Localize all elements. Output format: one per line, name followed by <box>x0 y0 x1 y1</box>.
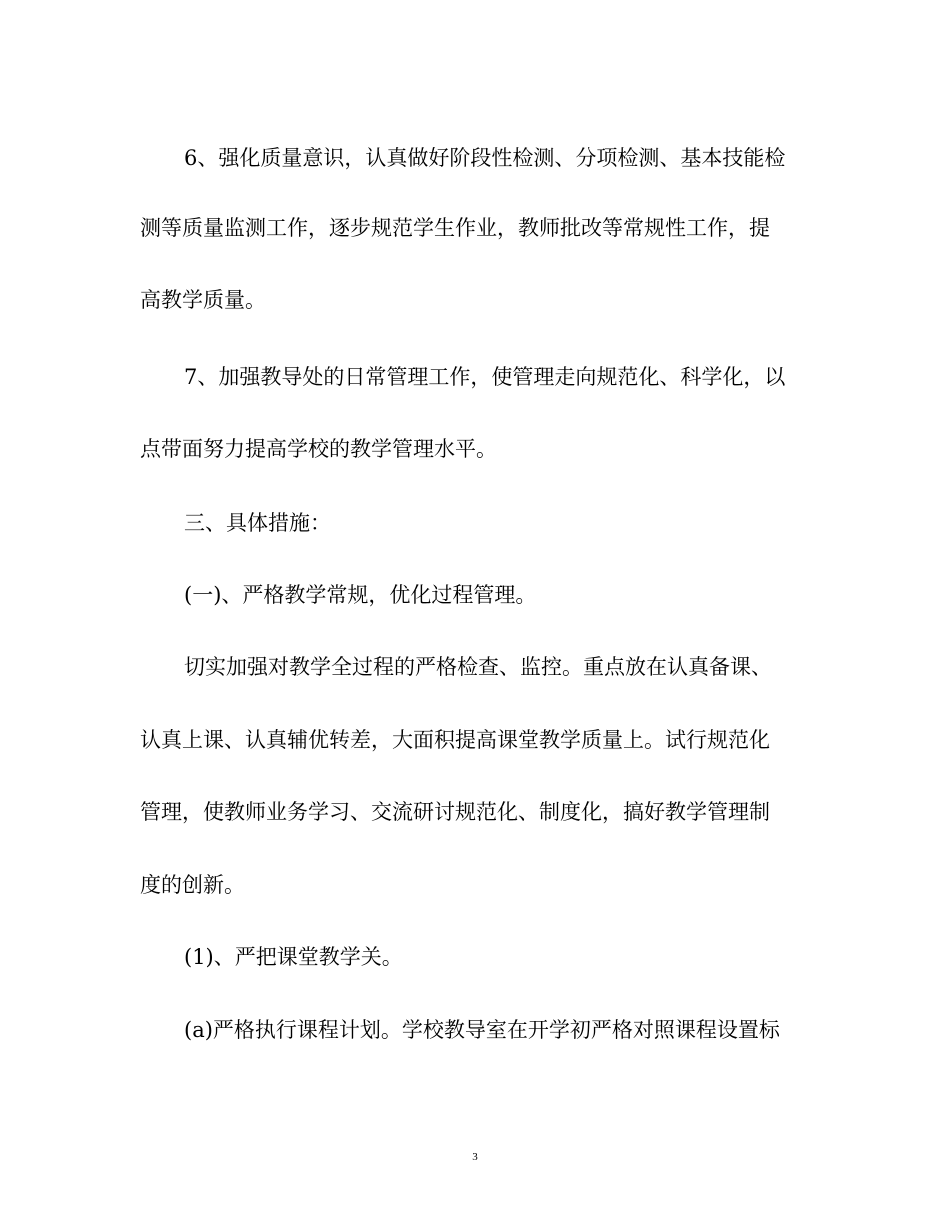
paragraph-line: 切实加强对教学全过程的严格检查、监控。重点放在认真备课、 <box>184 655 772 679</box>
paragraph-line: 测等质量监测工作，逐步规范学生作业，教师批改等常规性工作，提 <box>140 216 770 240</box>
page-number: 3 <box>472 1151 478 1163</box>
list-item-heading: (1)、严把课堂教学关。 <box>184 945 403 969</box>
paragraph-line: 认真上课、认真辅优转差，大面积提高课堂教学质量上。试行规范化 <box>140 728 770 752</box>
paragraph-line: 管理，使教师业务学习、交流研讨规范化、制度化，搞好教学管理制 <box>140 800 770 824</box>
paragraph-line: 6、强化质量意识，认真做好阶段性检测、分项检测、基本技能检 <box>184 146 786 170</box>
paragraph-line: 高教学质量。 <box>140 288 266 312</box>
paragraph-line: 点带面努力提高学校的教学管理水平。 <box>140 437 497 461</box>
paragraph-line: (a)严格执行课程计划。学校教导室在开学初严格对照课程设置标 <box>184 1018 780 1042</box>
paragraph-line: 度的创新。 <box>140 873 245 897</box>
subsection-heading: (一)、严格教学常规，优化过程管理。 <box>184 583 537 607</box>
paragraph-line: 7、加强教导处的日常管理工作，使管理走向规范化、科学化，以 <box>184 365 786 389</box>
section-heading: 三、具体措施： <box>184 511 331 535</box>
